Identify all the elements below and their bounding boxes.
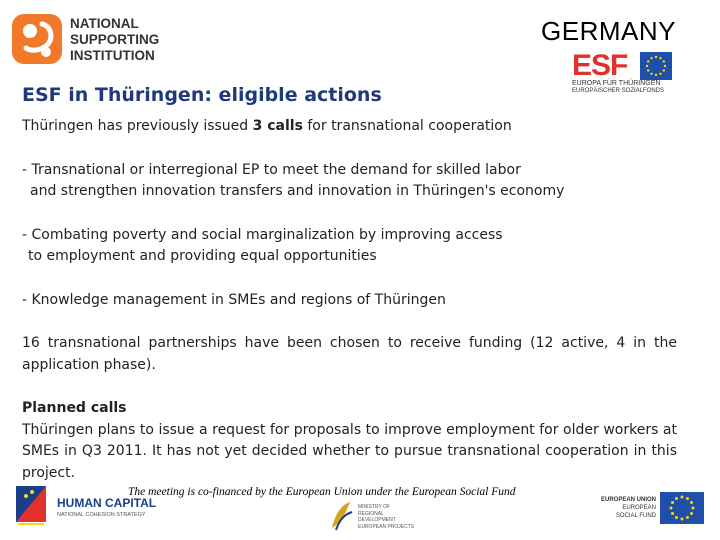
esf-logo-line-2: EUROPÄISCHER SOZIALFONDS <box>572 88 665 94</box>
human-capital-subtitle: NATIONAL COHESION STRATEGY <box>57 512 146 518</box>
nsi-logo-icon <box>12 14 62 64</box>
ministry-line-1: MINISTRY OF <box>358 504 391 510</box>
esf-logo <box>572 50 680 100</box>
bullet-2-line-2: to employment and providing equal opportunities <box>28 248 377 264</box>
bullet-1-line-1: - Transnational or interregional EP to meet the demand for skilled labor <box>22 161 521 178</box>
esf-logo-line-1: EUROPA FÜR THÜRINGEN <box>572 80 661 87</box>
intro-paragraph <box>22 116 677 138</box>
bullet-1-line-2: and strengthen innovation transfers and innovation in Thüringen's economy <box>30 183 565 199</box>
slide-body <box>22 116 677 484</box>
intro-pre: Thüringen has previously issued <box>22 118 253 134</box>
nsi-line-1: NATIONAL <box>70 16 139 31</box>
partnerships-paragraph: 16 transnational partnerships have been chosen to receive funding (12 active, 4 in the application phase). <box>22 335 677 373</box>
footer-cofinance-note: The meeting is co-financed by the European Union under the European Social Fund <box>128 486 516 498</box>
eu-logo-line-3: SOCIAL FUND <box>615 513 656 519</box>
ministry-line-2: REGIONAL DEVELOPMENT <box>358 510 396 523</box>
eu-logo-line-1: EUROPEAN UNION <box>600 497 656 503</box>
slide-title: ESF in Thüringen: eligible actions <box>22 84 382 106</box>
planned-heading-text: Planned calls <box>22 400 127 416</box>
bullet-3: - Knowledge management in SMEs and regions of Thüringen <box>22 291 446 308</box>
eu-flag-footer-icon <box>660 492 704 524</box>
human-capital-emblem-icon <box>14 484 54 528</box>
human-capital-logo <box>14 484 164 528</box>
ministry-text <box>358 504 418 530</box>
planned-heading <box>22 398 677 420</box>
esf-logo-word: ESF <box>572 49 628 82</box>
eu-logo-text <box>596 496 656 520</box>
ministry-line-3: EUROPEAN PROJECTS <box>358 523 415 530</box>
nsi-line-2: SUPPORTING <box>70 32 160 47</box>
bullet-2-line-1: - Combating poverty and social marginalization by improving access <box>22 226 503 243</box>
eu-logo-line-2: EUROPEAN <box>622 505 656 511</box>
eu-esf-logo <box>596 492 708 526</box>
country-heading: GERMANY <box>541 16 676 46</box>
ministry-emblem-icon <box>328 500 354 532</box>
ministry-logo <box>328 500 418 534</box>
human-capital-title: HUMAN CAPITAL <box>57 496 157 510</box>
intro-bold: 3 calls <box>252 118 303 134</box>
intro-post: for transnational cooperation <box>302 118 512 134</box>
nsi-line-3: INSTITUTION <box>70 48 155 63</box>
eu-flag-icon <box>640 52 672 80</box>
planned-paragraph: Thüringen plans to issue a request for proposals to improve employment for older workers at SMEs in Q3 2011. It has not yet decided whether to pursue transnational cooperation in this project. <box>22 421 677 481</box>
nsi-logo-text <box>70 16 159 64</box>
